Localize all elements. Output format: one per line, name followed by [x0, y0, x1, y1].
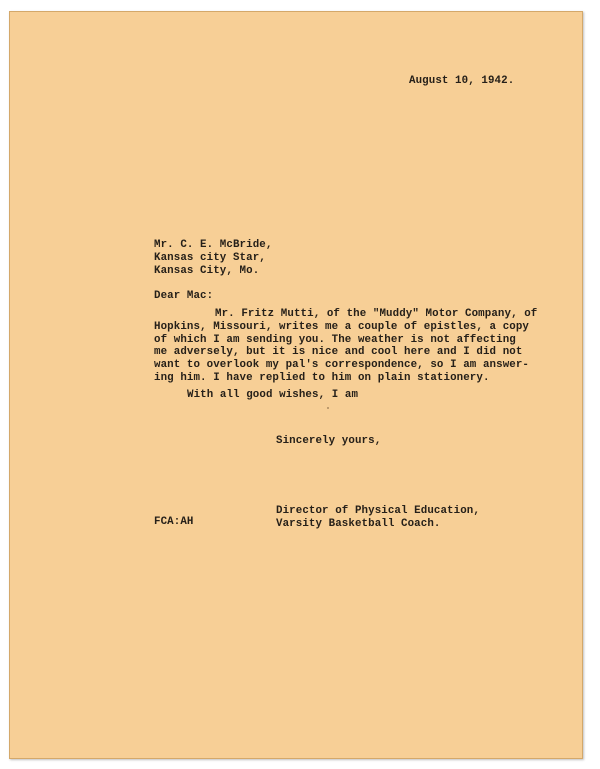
letter-date: August 10, 1942.	[409, 75, 515, 87]
signer-title-line: Director of Physical Education,	[276, 505, 480, 517]
recipient-city: Kansas City, Mo.	[154, 264, 260, 277]
letter-body	[154, 308, 538, 385]
signer-title-line: Varsity Basketball Coach.	[276, 517, 441, 530]
recipient-organization: Kansas city Star,	[154, 251, 266, 264]
body-line: of which I am sending you. The weather is not affecting	[154, 333, 516, 346]
body-line: want to overlook my pal's correspondence, so I am answer-	[154, 359, 530, 372]
closing-wishes: With all good wishes, I am	[187, 389, 359, 401]
body-line: me adversely, but it is nice and cool here and I did not	[154, 346, 523, 359]
paper-speck	[327, 407, 329, 409]
body-line: ing him. I have replied to him on plain stationery.	[154, 371, 490, 384]
letter-page	[9, 11, 583, 759]
complimentary-close: Sincerely yours,	[276, 435, 382, 447]
recipient-name: Mr. C. E. McBride,	[154, 239, 273, 251]
signer-title	[276, 505, 480, 531]
recipient-address	[154, 239, 272, 277]
body-line: Hopkins, Missouri, writes me a couple of epistles, a copy	[154, 320, 530, 333]
salutation: Dear Mac:	[154, 290, 214, 302]
reference-initials: FCA:AH	[154, 516, 194, 528]
body-line: Mr. Fritz Mutti, of the "Muddy" Motor Company, of	[215, 308, 538, 320]
